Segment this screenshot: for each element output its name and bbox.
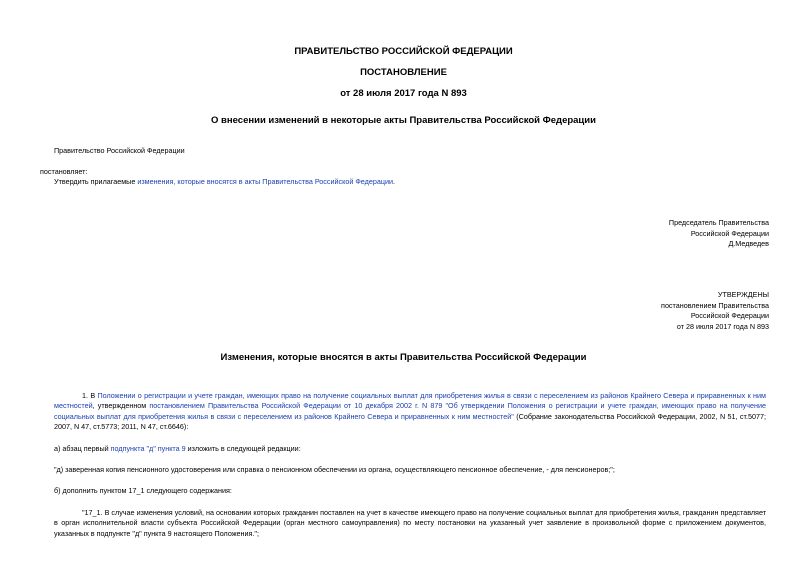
changes-title: Изменения, которые вносятся в акты Правительства Российской Федерации: [220, 352, 587, 363]
approved-block: [661, 290, 769, 332]
item-b-paragraph: б) дополнить пунктом 17_1 следующего содержания:: [54, 486, 232, 495]
signature-block: [669, 218, 769, 250]
item-1-paragraph: [54, 391, 766, 432]
item-17-1-paragraph: [54, 508, 766, 539]
approve-prefix: Утвердить прилагаемые: [54, 177, 138, 186]
body-approve-paragraph: [54, 177, 395, 187]
approve-suffix: .: [392, 177, 395, 186]
item-1-text1: , утвержденном: [92, 401, 150, 411]
doc-type: ПОСТАНОВЛЕНИЕ: [360, 67, 447, 78]
resolution-879-link[interactable]: постановлением Правительства Российской Федерации от 10 декабря 2002 г. N 879 "Об утверждении Положения о регистрации и учете граждан, имеющих право на получение социальных выплат для приобретения жилья в связи с переселением из районов Крайнего Севера и приравненных к ним местностей": [54, 401, 766, 421]
regulation-link[interactable]: Положении о регистрации и учете граждан, имеющих право на получение социальных выплат для приобретения жилья в связи с переселением из районов Крайнего Севера и приравненных к ним местностей: [54, 391, 766, 411]
signature-country: Российской Федерации: [690, 228, 769, 238]
signature-position: Председатель Правительства: [668, 218, 769, 227]
item-1-text2: (Собрание законодательства Российской Федерации, 2002, N 51, ст.5077; 2007, N 47, ст.5773; 2011, N 47, ст.6646):: [54, 411, 766, 431]
approved-label: УТВЕРЖДЕНЫ: [717, 290, 769, 299]
doc-date-number: от 28 июля 2017 года N 893: [340, 88, 467, 99]
changes-link[interactable]: изменения, которые вносятся в акты Правительства Российской Федерации: [137, 177, 393, 186]
signature-name: Д.Медведев: [728, 239, 769, 248]
item-1-number: 1. В: [82, 391, 98, 400]
body-resolves: постановляет:: [40, 167, 88, 176]
doc-title: О внесении изменений в некоторые акты Правительства Российской Федерации: [211, 115, 596, 126]
approved-by: постановлением Правительства: [661, 300, 769, 310]
body-government: Правительство Российской Федерации: [54, 146, 185, 155]
item-17-1-text: "17_1. В случае изменения условий, на основании которых гражданин поставлен на учет в качестве имеющего право на получение социальных выплат для приобретения жилья, гражданин представляет в орган исполнительной власти субъекта Российской Федерации (орган местного самоуправления) по месту постановки на указанный учет заявление в произвольной форме с приложением документов, указанных в подпункте "д" пункта 9 настоящего Положения.";: [54, 508, 766, 538]
subitem-d-link[interactable]: подпункта "д" пункта 9: [110, 444, 186, 453]
approved-date: от 28 июля 2017 года N 893: [676, 321, 769, 331]
org-title: ПРАВИТЕЛЬСТВО РОССИЙСКОЙ ФЕДЕРАЦИИ: [294, 46, 513, 57]
approved-country: Российской Федерации: [690, 311, 769, 320]
item-a-prefix: а) абзац первый: [54, 444, 111, 453]
item-d-quote: "д) заверенная копия пенсионного удостоверения или справка о пенсионном обеспечении из органа, осуществляющего пенсионное обеспечение, - для пенсионеров;";: [54, 465, 615, 474]
item-a-paragraph: [54, 444, 301, 454]
item-a-suffix: изложить в следующей редакции:: [185, 444, 301, 453]
